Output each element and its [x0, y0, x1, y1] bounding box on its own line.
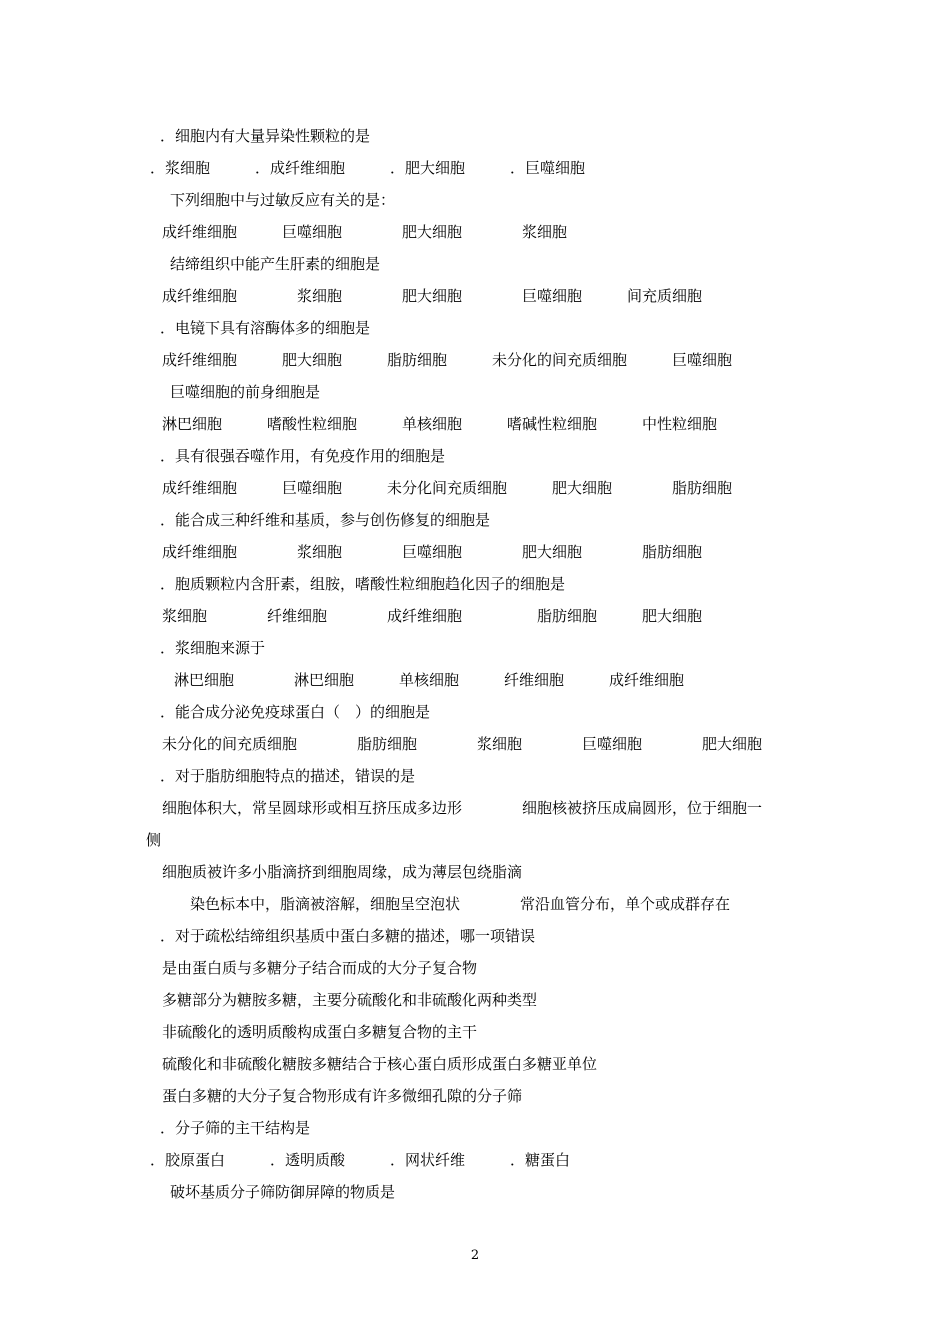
options-line: 成纤维细胞 浆细胞 肥大细胞 巨噬细胞 间充质细胞 [162, 287, 703, 305]
question-line: ．浆细胞来源于 [160, 639, 266, 657]
options-line: 硫酸化和非硫酸化糖胺多糖结合于核心蛋白质形成蛋白多糖亚单位 [162, 1055, 598, 1073]
options-line: 未分化的间充质细胞 脂肪细胞 浆细胞 巨噬细胞 肥大细胞 [162, 735, 763, 753]
options-line: 是由蛋白质与多糖分子结合而成的大分子复合物 [162, 959, 478, 977]
question-line: 结缔组织中能产生肝素的细胞是 [170, 255, 381, 273]
question-line: ．对于疏松结缔组织基质中蛋白多糖的描述，哪一项错误 [160, 927, 536, 945]
question-line: ．能合成分泌免疫球蛋白（ ）的细胞是 [160, 703, 431, 721]
options-line: 细胞质被许多小脂滴挤到细胞周缘，成为薄层包绕脂滴 [162, 863, 523, 881]
question-line: 下列细胞中与过敏反应有关的是： [170, 191, 396, 209]
options-line: 成纤维细胞 巨噬细胞 肥大细胞 浆细胞 [162, 223, 568, 241]
options-line: ．浆细胞 ．成纤维细胞 ．肥大细胞 ．巨噬细胞 [150, 159, 586, 177]
options-line: 成纤维细胞 浆细胞 巨噬细胞 肥大细胞 脂肪细胞 [162, 543, 703, 561]
options-line: 多糖部分为糖胺多糖，主要分硫酸化和非硫酸化两种类型 [162, 991, 538, 1009]
question-line: ．能合成三种纤维和基质，参与创伤修复的细胞是 [160, 511, 491, 529]
page-number: 2 [470, 1248, 480, 1263]
options-line: 浆细胞 纤维细胞 成纤维细胞 脂肪细胞 肥大细胞 [162, 607, 703, 625]
options-line: 淋巴细胞 淋巴细胞 单核细胞 纤维细胞 成纤维细胞 [174, 671, 685, 689]
question-line: ．电镜下具有溶酶体多的细胞是 [160, 319, 371, 337]
options-line: 成纤维细胞 巨噬细胞 未分化间充质细胞 肥大细胞 脂肪细胞 [162, 479, 733, 497]
question-line: 破坏基质分子筛防御屏障的物质是 [170, 1183, 396, 1201]
options-line: 染色标本中，脂滴被溶解，细胞呈空泡状 常沿血管分布，单个或成群存在 [190, 895, 731, 913]
question-line: ．具有很强吞噬作用，有免疫作用的细胞是 [160, 447, 446, 465]
options-line: 非硫酸化的透明质酸构成蛋白多糖复合物的主干 [162, 1023, 478, 1041]
options-line: ．胶原蛋白 ．透明质酸 ．网状纤维 ．糖蛋白 [150, 1151, 571, 1169]
question-line: ．胞质颗粒内含肝素，组胺，嗜酸性粒细胞趋化因子的细胞是 [160, 575, 566, 593]
question-line: ．分子筛的主干结构是 [160, 1119, 311, 1137]
options-line: 侧 [146, 831, 162, 849]
options-line: 成纤维细胞 肥大细胞 脂肪细胞 未分化的间充质细胞 巨噬细胞 [162, 351, 733, 369]
question-line: ．细胞内有大量异染性颗粒的是 [160, 127, 371, 145]
options-line: 蛋白多糖的大分子复合物形成有许多微细孔隙的分子筛 [162, 1087, 523, 1105]
question-line: ．对于脂肪细胞特点的描述，错误的是 [160, 767, 416, 785]
options-line: 淋巴细胞 嗜酸性粒细胞 单核细胞 嗜碱性粒细胞 中性粒细胞 [162, 415, 718, 433]
question-line: 巨噬细胞的前身细胞是 [170, 383, 321, 401]
options-line: 细胞体积大，常呈圆球形或相互挤压成多边形 细胞核被挤压成扁圆形，位于细胞一 [162, 799, 763, 817]
